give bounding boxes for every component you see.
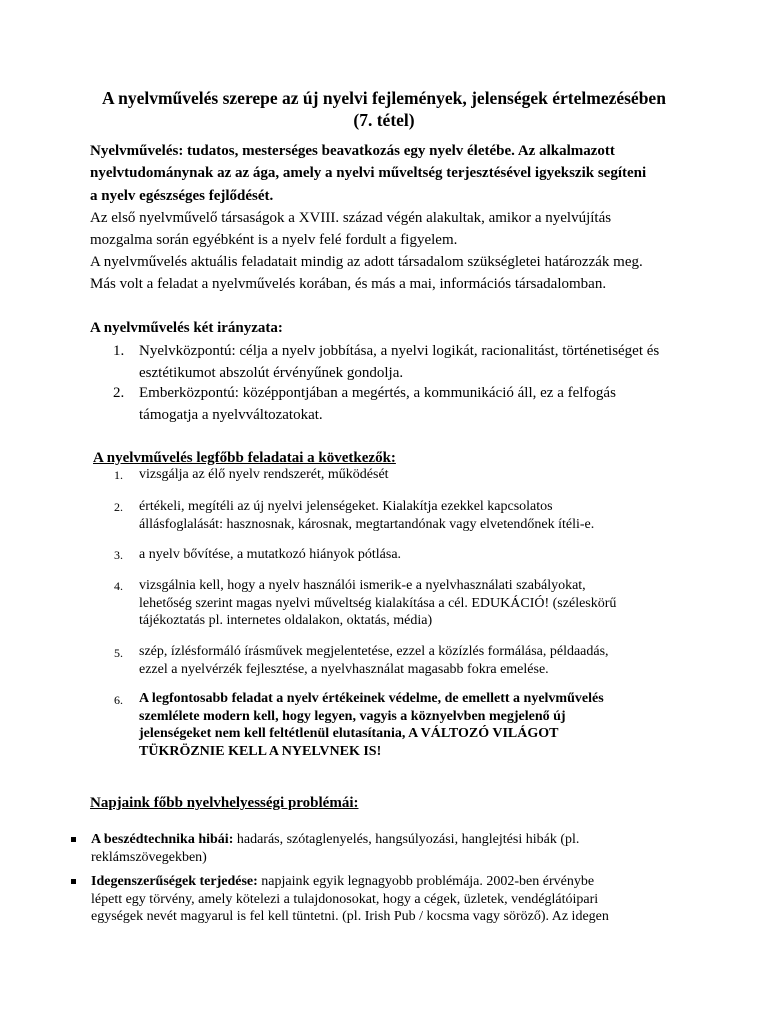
tasks-line-2: Más volt a feladat a nyelvművelés korában, és más a mai, információs társadalomban. <box>90 276 607 293</box>
problem-text: hadarás, szótaglenyelés, hangsúlyozási, hanglejtési hibák (pl. <box>233 832 580 847</box>
definition-paragraph <box>90 140 710 207</box>
task-line: vizsgálnia kell, hogy a nyelv használói ismerik-e a nyelvhasználati szabályokat, <box>139 578 586 593</box>
task-line: tájékoztatás pl. internetes oldalakon, oktatás, média) <box>139 613 433 628</box>
direction-number: 1. <box>113 343 125 359</box>
problem-line: lépett egy törvény, amely kötelezi a tulajdonosokat, hogy a cégek, üzletek, vendéglátóipari <box>91 891 599 907</box>
definition-line-1: Nyelvművelés: tudatos, mesterséges beavatkozás egy nyelv életébe. Az alkalmazott <box>90 143 615 159</box>
task-line: TÜKRÖZNIE KELL A NYELVNEK IS! <box>139 743 382 759</box>
task-line: A legfontosabb feladat a nyelv értékeinek védelme, de emellett a nyelvművelés <box>139 691 604 706</box>
history-line-1: Az első nyelvművelő társaságok a XVIII. század végén alakultak, amikor a nyelvújítás <box>90 210 612 226</box>
task-number: 2. <box>114 500 123 514</box>
direction-item <box>139 382 719 427</box>
problem-title: A beszédtechnika hibái: <box>91 832 234 847</box>
title-line-2: (7. tétel) <box>353 110 415 130</box>
problem-text: napjaink egyik legnagyobb problémája. 2002-ben érvénybe <box>257 874 595 889</box>
task-number: 4. <box>114 579 123 593</box>
task-line: szép, ízlésformáló írásművek megjelentetése, ezzel a közízlés formálása, példaadás, <box>139 644 609 659</box>
problem-line <box>91 873 711 891</box>
definition-line-3: a nyelv egészséges fejlődését. <box>90 187 274 204</box>
direction-line: Emberközpontú: középpontjában a megértés, a kommunikáció áll, ez a felfogás <box>139 385 616 401</box>
history-paragraph <box>90 207 710 252</box>
task-line: ezzel a nyelvérzék fejlesztése, a nyelvhasználat magasabb fokra emelése. <box>139 661 549 677</box>
bullet-icon <box>71 879 76 884</box>
title-line-1: A nyelvművelés szerepe az új nyelvi fejlemények, jelenségek értelmezésében <box>102 88 666 108</box>
problem-item <box>91 873 711 926</box>
problem-title: Idegenszerűségek terjedése: <box>91 874 258 889</box>
task-item <box>139 498 719 533</box>
problem-item <box>91 831 711 866</box>
directions-heading: A nyelvművelés két irányzata: <box>90 320 283 336</box>
task-line: a nyelv bővítése, a mutatkozó hiányok pótlása. <box>139 547 402 562</box>
task-line: lehetőség szerint magas nyelvi műveltség kialakítása a cél. EDUKÁCIÓ! (széleskörű <box>139 595 617 611</box>
task-line: értékeli, megítéli az új nyelvi jelenségeket. Kialakítja ezekkel kapcsolatos <box>139 499 553 514</box>
task-item <box>139 466 719 484</box>
task-number: 1. <box>114 468 123 482</box>
bullet-icon <box>71 837 76 842</box>
tasks-line-1: A nyelvművelés aktuális feladatait mindig az adott társadalom szükségletei határozzák meg. <box>90 254 643 270</box>
task-item <box>139 643 719 678</box>
task-number: 5. <box>114 646 123 660</box>
task-item <box>139 690 719 760</box>
definition-line-2: nyelvtudománynak az az ága, amely a nyelvi műveltség terjesztésével igyekszik segíteni <box>90 165 647 182</box>
problems-heading: Napjaink főbb nyelvhelyességi problémái: <box>90 795 359 811</box>
task-number: 3. <box>114 548 123 562</box>
task-line: vizsgálja az élő nyelv rendszerét, működését <box>139 467 389 482</box>
task-number: 6. <box>114 693 123 707</box>
problem-line <box>91 831 711 849</box>
task-item <box>139 577 719 630</box>
task-line: állásfoglalását: hasznosnak, károsnak, megtartandónak vagy elvetendőnek ítéli-e. <box>139 516 595 532</box>
direction-number: 2. <box>113 385 125 401</box>
direction-line: támogatja a nyelvváltozatokat. <box>139 407 323 424</box>
task-line: jelenségeket nem kell feltétlenül elutasítania, A VÁLTOZÓ VILÁGOT <box>139 726 559 741</box>
direction-line: esztétikumot abszolút érvényűnek gondolja. <box>139 365 404 382</box>
task-item <box>139 546 719 564</box>
problem-line: reklámszövegekben) <box>91 849 207 865</box>
history-line-2: mozgalma során egyébként is a nyelv felé fordult a figyelem. <box>90 232 458 249</box>
direction-line: Nyelvközpontú: célja a nyelv jobbítása, a nyelvi logikát, racionalitást, történetiséget és <box>139 343 660 359</box>
tasks-heading: A nyelvművelés legfőbb feladatai a következők: <box>93 450 396 466</box>
direction-item <box>139 340 719 385</box>
task-line: szemlélete modern kell, hogy legyen, vagyis a köznyelvben megjelenő új <box>139 708 566 724</box>
problem-line: egységek nevét magyarul is fel kell tüntetni. (pl. Irish Pub / kocsma vagy söröző). Az idegen <box>91 909 609 924</box>
document-title <box>60 87 708 131</box>
tasks-paragraph <box>90 251 710 296</box>
